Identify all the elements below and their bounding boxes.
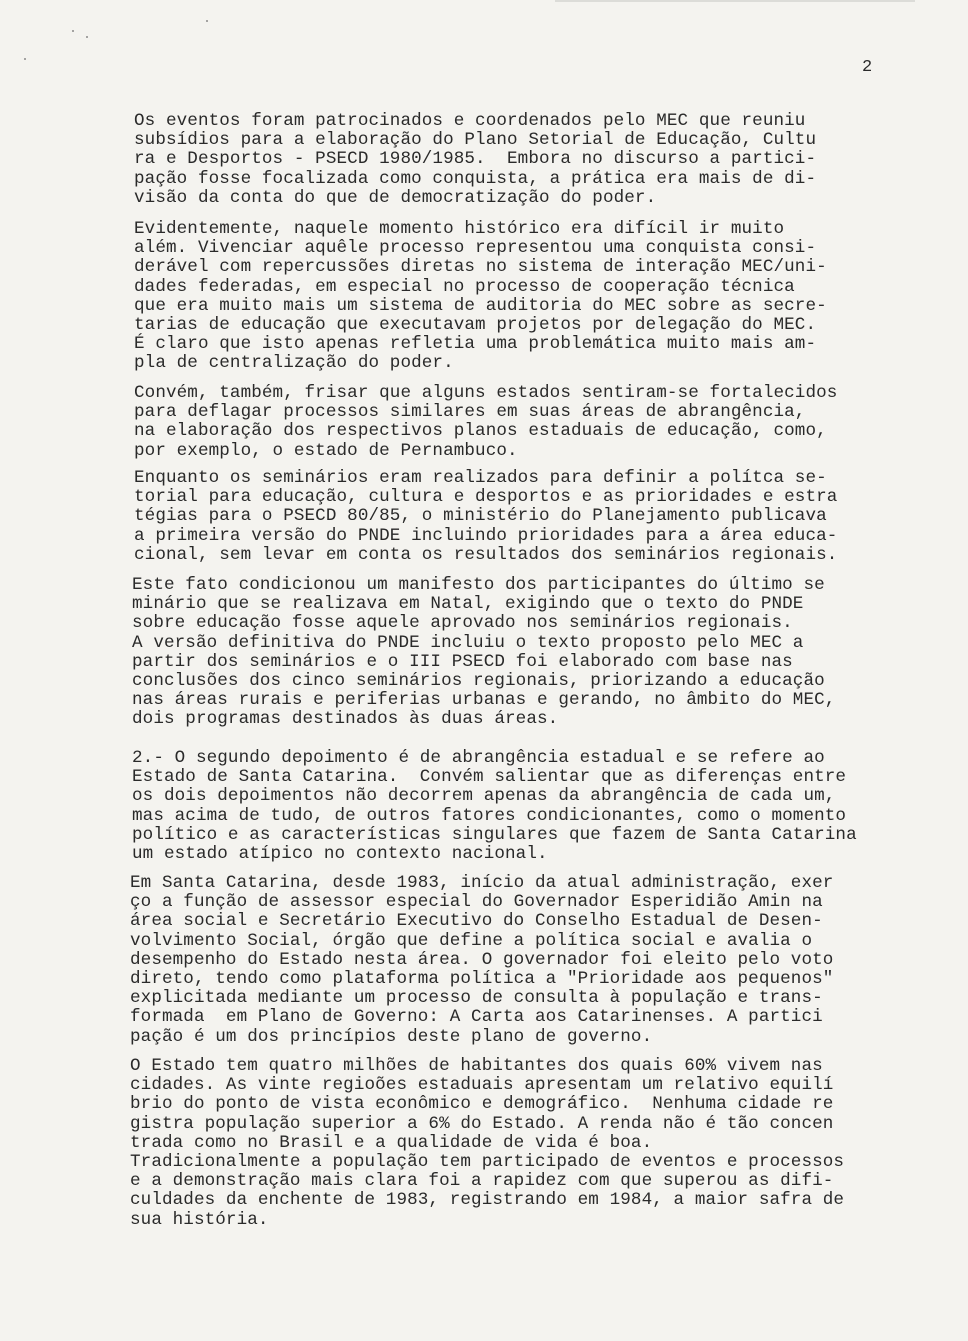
paper-speck [86, 36, 88, 38]
text-line: O Estado tem quatro milhões de habitantes dos quais 60% vivem nas [130, 1056, 823, 1076]
text-line: um estado atípico no contexto nacional. [132, 844, 548, 864]
text-line: culdades da enchente de 1983, registrando em 1984, a maior safra de [130, 1190, 845, 1211]
text-line: para deflagar processos similares em suas áreas de abrangência, [134, 402, 806, 423]
page-edge-shadow [555, 0, 915, 2]
text-line: tégias para o PSECD 80/85, o ministério do Planejamento publicava [134, 506, 827, 527]
text-line: Convém, também, frisar que alguns estados sentiram-se fortalecidos [134, 383, 838, 403]
page-number: 2 [862, 58, 873, 77]
text-line: explicitada mediante um processo de consulta à população e trans- [130, 988, 823, 1009]
text-line: área social e Secretário Executivo do Conselho Estadual de Desen- [130, 911, 823, 932]
text-line: ra e Desportos - PSECD 1980/1985. Embora no discurso a partici- [134, 149, 817, 170]
text-line: minário que se realizava em Natal, exigindo que o texto do PNDE [132, 594, 804, 615]
paper-speck [206, 20, 208, 22]
text-line: volvimento Social, órgão que define a política social e avalia o [130, 930, 813, 951]
text-line: Evidentemente, naquele momento histórico era difícil ir muito [134, 219, 785, 239]
text-line: cidades. As vinte regioões estaduais apresentam um relativo equilí [130, 1075, 834, 1096]
text-line: na elaboração dos respectivos planos estaduais de educação, como, [134, 421, 827, 442]
text-line: visão da conta do que de democratização do poder. [134, 187, 657, 208]
text-line: sua história. [130, 1209, 269, 1230]
paper-speck [72, 30, 74, 32]
text-line: conclusões dos cinco seminários regionais, priorizando a educação [132, 671, 825, 691]
text-line: subsídios para a elaboração do Plano Setorial de Educação, Cultu [134, 130, 817, 151]
text-line: derável com repercussões diretas no sistema de interação MEC/uni- [134, 257, 827, 278]
text-line: direto, tendo como plataforma política a "Prioridade aos pequenos" [130, 969, 834, 989]
text-line: A versão definitiva do PNDE incluiu o texto proposto pelo MEC a [132, 632, 804, 653]
text-line: cional, sem levar em conta os resultados dos seminários regionais. [134, 544, 838, 565]
text-line: É claro que isto apenas refletia uma problemática muito mais am- [134, 334, 817, 355]
text-line: ço a função de assessor especial do Governador Esperidião Amin na [130, 892, 823, 913]
text-line: Os eventos foram patrocinados e coordenados pelo MEC que reuniu [134, 111, 806, 131]
text-line: pação fosse focalizada como conquista, a prática era mais de di- [134, 168, 817, 189]
text-line: mas acima de tudo, de outros fatores condicionantes, como o momento [132, 805, 847, 826]
text-line: que era muito mais um sistema de auditoria do MEC sobre as secre- [134, 295, 827, 316]
text-line: por exemplo, o estado de Pernambuco. [134, 440, 518, 461]
text-line: pla de centralização do poder. [134, 353, 454, 374]
text-line: formada em Plano de Governo: A Carta aos Catarinenses. A partici [130, 1007, 823, 1028]
text-line: desempenho do Estado nesta área. O governador foi eleito pelo voto [130, 949, 834, 970]
paper-speck [24, 58, 26, 60]
text-line: Enquanto os seminários eram realizados para definir a polítca se- [134, 468, 827, 488]
text-line: Estado de Santa Catarina. Convém salientar que as diferenças entre [132, 767, 847, 788]
text-line: além. Vivenciar aquêle processo representou uma conquista consi- [134, 238, 817, 259]
text-line: e a demonstração mais clara foi a rapidez com que superou as difi- [130, 1171, 834, 1192]
text-line: a primeira versão do PNDE incluindo prioridades para a área educa- [134, 525, 838, 546]
text-line: os dois depoimentos não decorrem apenas da abrangência de cada um, [132, 786, 836, 807]
text-line: Tradicionalmente a população tem participado de eventos e processos [130, 1152, 845, 1172]
text-line: sobre educação fosse aquele aprovado nos seminários regionais. [132, 613, 793, 634]
text-line: pação é um dos princípios deste plano de governo. [130, 1026, 653, 1047]
text-line: nas áreas rurais e periferias urbanas e gerando, no âmbito do MEC, [132, 690, 836, 711]
text-line: trada como no Brasil e a qualidade de vida é boa. [130, 1132, 653, 1153]
text-line: Em Santa Catarina, desde 1983, início da atual administração, exer [130, 873, 834, 893]
text-line: Este fato condicionou um manifesto dos participantes do último se [132, 575, 825, 595]
text-line: dades federadas, em especial no processo de cooperação técnica [134, 276, 795, 297]
text-line: dois programas destinados às duas áreas. [132, 709, 559, 730]
text-line: gistra população superior a 6% do Estado. A renda não é tão concen [130, 1113, 834, 1134]
text-line: brio do ponto de vista econômico e demográfico. Nenhuma cidade re [130, 1094, 834, 1115]
text-line: partir dos seminários e o III PSECD foi elaborado com base nas [132, 651, 793, 672]
text-line: 2.- O segundo depoimento é de abrangência estadual e se refere ao [132, 748, 825, 768]
text-line: político e as características singulares que fazem de Santa Catarina [132, 824, 857, 845]
text-line: tarias de educação que executavam projetos por delegação do MEC. [134, 315, 817, 335]
text-line: torial para educação, cultura e desportos e as prioridades e estra [134, 487, 838, 508]
